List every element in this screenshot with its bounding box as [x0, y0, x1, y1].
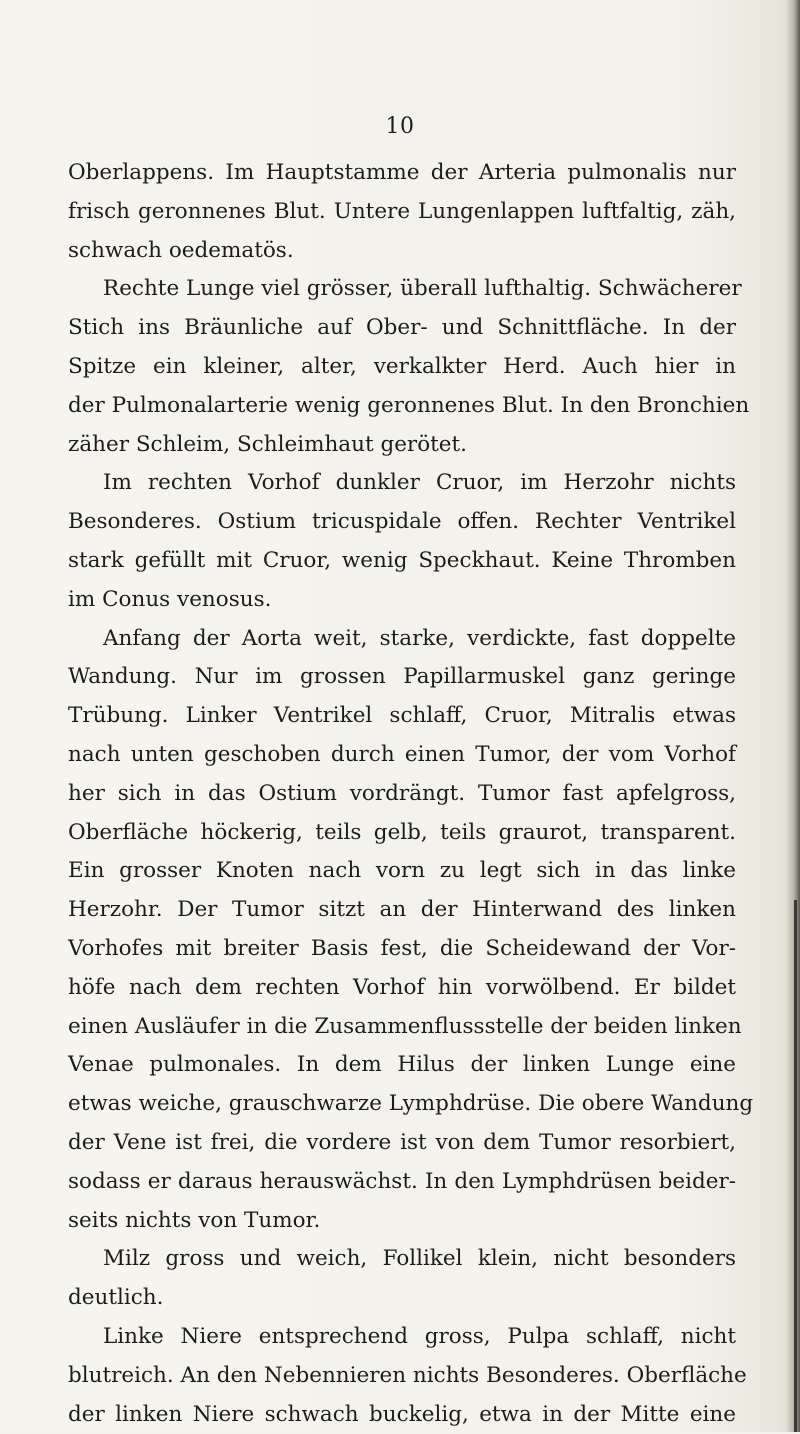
text-line: Trübung. Linker Ventrikel schlaff, Cruor, Mitralis etwas [68, 697, 736, 736]
text-line: Vorhofes mit breiter Basis fest, die Scheidewand der Vor- [68, 930, 736, 969]
text-line: Anfang der Aorta weit, starke, verdickte, fast doppelte [68, 620, 736, 659]
text-line: Venae pulmonales. In dem Hilus der linken Lunge eine [68, 1046, 736, 1085]
page-edge-line [794, 900, 797, 1432]
text-line: frisch geronnenes Blut. Untere Lungenlappen luftfaltig, zäh, [68, 193, 736, 232]
text-line: Oberlappens. Im Hauptstamme der Arteria pulmonalis nur [68, 154, 736, 193]
text-line: Wandung. Nur im grossen Papillarmuskel ganz geringe [68, 658, 736, 697]
text-line: der Vene ist frei, die vordere ist von dem Tumor resorbiert, [68, 1124, 736, 1163]
text-line: im Conus venosus. [68, 581, 736, 620]
text-line: der linken Niere schwach buckelig, etwa in der Mitte eine [68, 1396, 736, 1434]
text-line: stark gefüllt mit Cruor, wenig Speckhaut. Keine Thromben [68, 542, 736, 581]
text-line: einen Ausläufer in die Zusammenflussstelle der beiden linken [68, 1008, 736, 1047]
text-line: Besonderes. Ostium tricuspidale offen. Rechter Ventrikel [68, 503, 736, 542]
text-line: nach unten geschoben durch einen Tumor, der vom Vorhof [68, 736, 736, 775]
text-line: her sich in das Ostium vordrängt. Tumor fast apfelgross, [68, 775, 736, 814]
text-line: höfe nach dem rechten Vorhof hin vorwölbend. Er bildet [68, 969, 736, 1008]
text-line: schwach oedematös. [68, 232, 736, 271]
text-line: Oberfläche höckerig, teils gelb, teils graurot, transparent. [68, 814, 736, 853]
text-line: zäher Schleim, Schleimhaut gerötet. [68, 426, 736, 465]
text-line: deutlich. [68, 1279, 736, 1318]
text-line: Ein grosser Knoten nach vorn zu legt sich in das linke [68, 852, 736, 891]
text-line: Stich ins Bräunliche auf Ober- und Schnittfläche. In der [68, 309, 736, 348]
text-line: der Pulmonalarterie wenig geronnenes Blut. In den Bronchien [68, 387, 736, 426]
body-text [68, 154, 736, 1434]
text-line: sodass er daraus herauswächst. In den Lymphdrüsen beider- [68, 1163, 736, 1202]
text-line: Linke Niere entsprechend gross, Pulpa schlaff, nicht [68, 1318, 736, 1357]
page-edge-shadow [786, 0, 800, 1432]
text-line: Spitze ein kleiner, alter, verkalkter Herd. Auch hier in [68, 348, 736, 387]
text-line: Herzohr. Der Tumor sitzt an der Hinterwand des linken [68, 891, 736, 930]
page-number: 10 [0, 114, 800, 139]
text-line: etwas weiche, grauschwarze Lymphdrüse. Die obere Wandung [68, 1085, 736, 1124]
text-line: Milz gross und weich, Follikel klein, nicht besonders [68, 1240, 736, 1279]
text-line: seits nichts von Tumor. [68, 1202, 736, 1241]
text-line: Rechte Lunge viel grösser, überall lufthaltig. Schwächerer [68, 270, 736, 309]
text-line: Im rechten Vorhof dunkler Cruor, im Herzohr nichts [68, 464, 736, 503]
text-line: blutreich. An den Nebennieren nichts Besonderes. Oberfläche [68, 1357, 736, 1396]
